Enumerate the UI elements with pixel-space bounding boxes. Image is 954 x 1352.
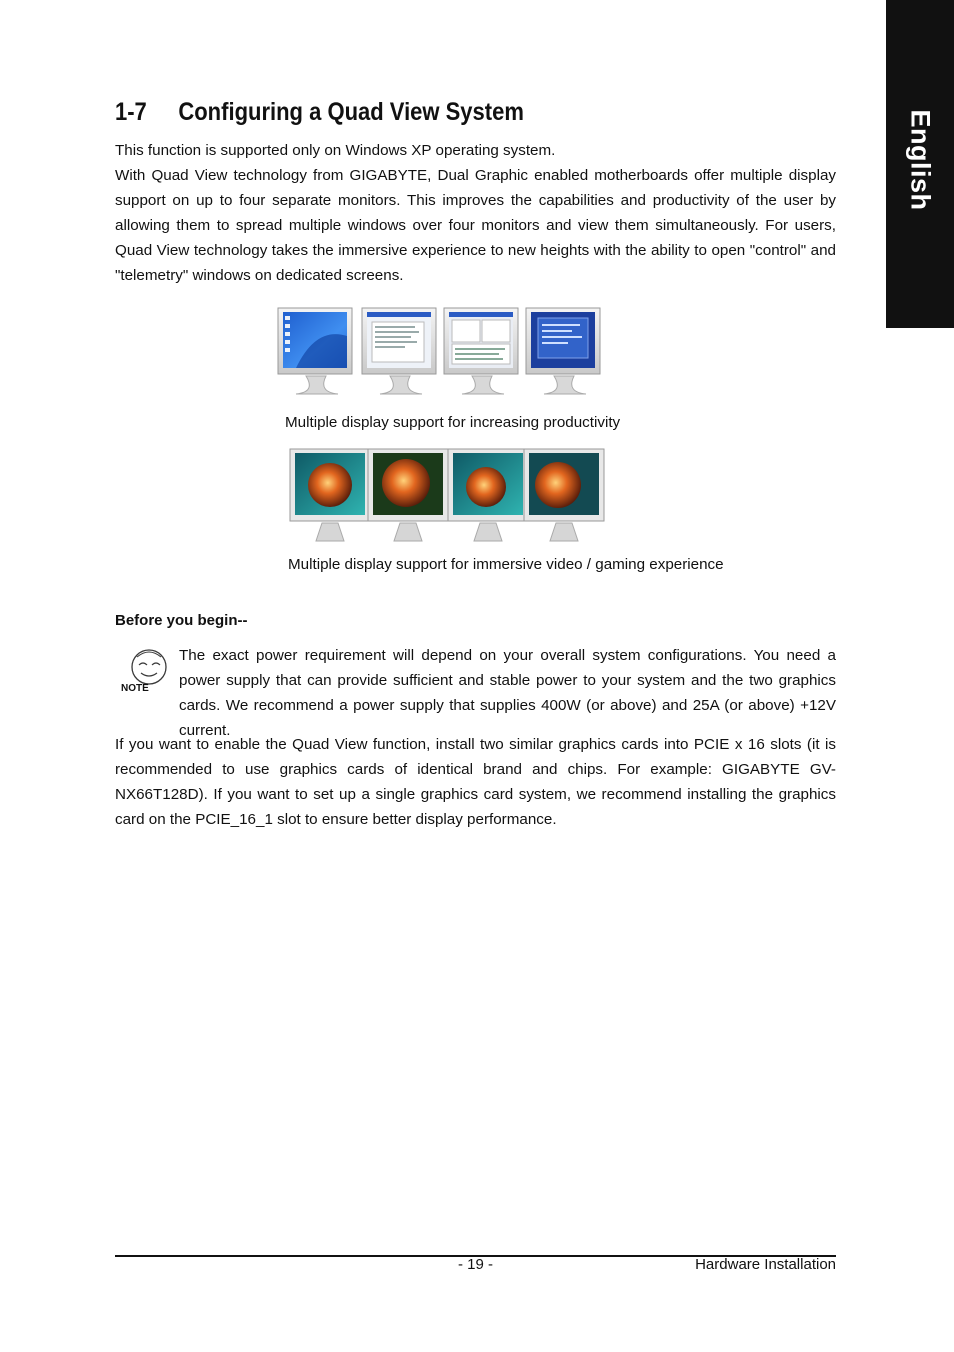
note-icon bbox=[117, 643, 175, 697]
game-monitor-2 bbox=[368, 449, 448, 541]
intro-line-1: This function is supported only on Windows XP operating system. bbox=[115, 142, 556, 159]
note-icon-label: NOTE bbox=[121, 683, 149, 694]
page-number: - 19 - bbox=[458, 1256, 494, 1273]
footer-section-title: Hardware Installation bbox=[695, 1256, 836, 1273]
monitor-3 bbox=[444, 308, 518, 394]
side-tab-label: English bbox=[905, 109, 936, 211]
monitor-4 bbox=[526, 308, 600, 394]
monitor-2 bbox=[362, 308, 436, 394]
game-monitor-1 bbox=[290, 449, 370, 541]
section-number: 1-7 bbox=[115, 98, 147, 126]
productivity-monitors-image bbox=[276, 306, 602, 398]
before-you-begin-heading: Before you begin-- bbox=[115, 612, 248, 629]
game-monitor-3 bbox=[448, 449, 528, 541]
note-text: The exact power requirement will depend on your overall system configurations. You need a power supply that can provide sufficient and stable power to your system and the two graphics cards. We recommend a power supply that supplies 400W (or above) and 25A (or above) +12V current. bbox=[179, 647, 836, 739]
intro-paragraph: With Quad View technology from GIGABYTE, Dual Graphic enabled motherboards offer multiple display support on up to four separate monitors. This improves the capabilities and productivity of the user by allowing them to spread multiple windows over four monitors and view them simultaneously. For users, Quad View technology takes the immersive experience to new heights with the ability to open "control" and "telemetry" windows on dedicated screens. bbox=[115, 167, 836, 284]
gaming-caption: Multiple display support for immersive video / gaming experience bbox=[288, 556, 724, 573]
productivity-caption: Multiple display support for increasing productivity bbox=[285, 414, 621, 431]
section-title: Configuring a Quad View System bbox=[178, 98, 524, 126]
closing-paragraph: If you want to enable the Quad View function, install two similar graphics cards into PCIE x 16 slots (it is recommended to use graphics cards of identical brand and chips. For example: GIGABYTE GV-NX66T128D). If you want to set up a single graphics card system, we recommend installing the graphics card on the PCIE_16_1 slot to ensure better display performance. bbox=[115, 736, 836, 828]
section-heading bbox=[115, 98, 524, 127]
monitor-1 bbox=[278, 308, 352, 394]
gaming-monitors-image bbox=[288, 447, 606, 547]
language-side-tab bbox=[886, 0, 954, 328]
game-monitor-4 bbox=[524, 449, 604, 541]
